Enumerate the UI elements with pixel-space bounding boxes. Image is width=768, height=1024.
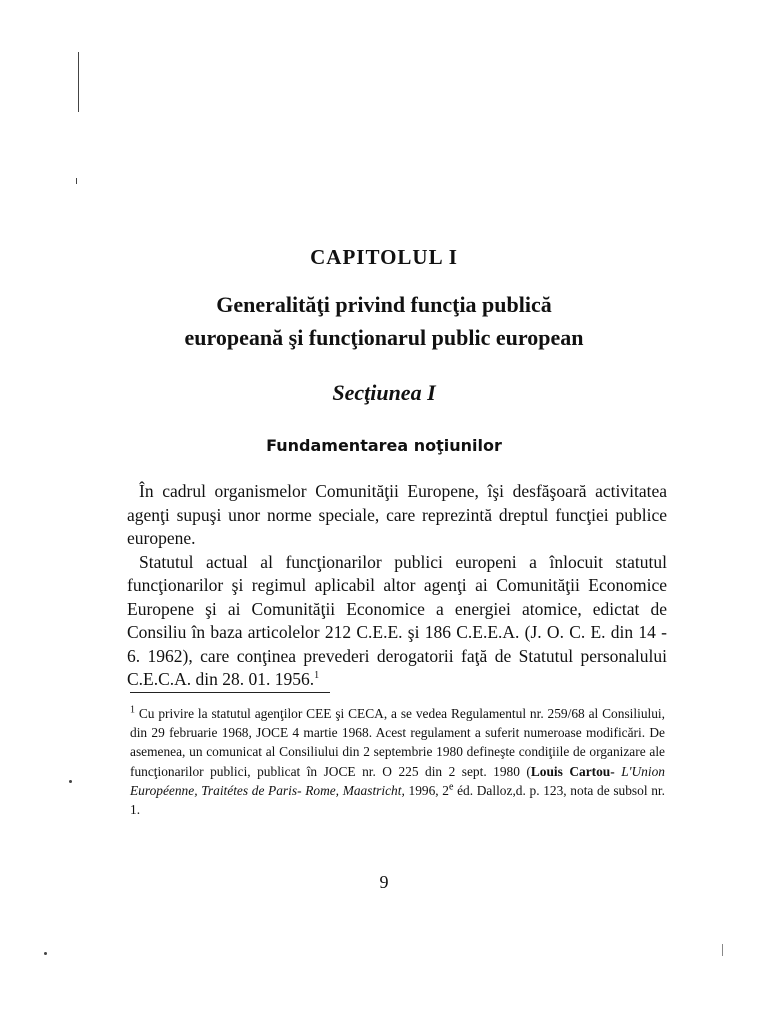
paragraph-1-text: În cadrul organismelor Comunităţii Europene, îşi desfăşoară activitatea agenţi supuşi unor norme speciale, care reprezintă dreptul funcţiei publice europene.	[127, 481, 667, 548]
section-heading: Secţiunea I	[332, 380, 436, 405]
scan-artifact-dot	[722, 944, 723, 956]
footnote-text-2: 1996, 2	[404, 782, 449, 798]
chapter-title-line-1: Generalităţi privind funcţia publică	[216, 292, 552, 317]
body-text	[127, 480, 667, 692]
paragraph-1	[127, 480, 667, 551]
footnote-reference: 1	[314, 670, 320, 682]
footnote	[130, 704, 665, 819]
subsection-heading: Fundamentarea noţiunilor	[266, 436, 502, 455]
chapter-title-line-2: europeană şi funcţionarul public european	[184, 325, 584, 350]
footnote-edition-sup: e	[448, 781, 454, 793]
page-number: 9	[379, 872, 389, 892]
footnote-author: Louis Cartou-	[530, 763, 615, 779]
scan-artifact-dot	[44, 952, 47, 955]
chapter-title	[0, 288, 768, 354]
scan-artifact-dot	[69, 780, 72, 783]
footnote-book-title: L'Union Européenne, Traitétes de Paris- Rome, Maastricht,	[130, 763, 665, 798]
scan-artifact-line	[78, 52, 79, 112]
chapter-heading: CAPITOLUL I	[310, 245, 458, 269]
footnote-divider	[130, 692, 330, 693]
footnote-text-3: éd. Dalloz,d. p. 123, nota de subsol nr. 1.	[130, 782, 665, 818]
footnote-marker: 1	[130, 704, 135, 716]
footnote-text-1: Cu privire la statutul agenţilor CEE şi CECA, a se vedea Regulamentul nr. 259/68 al Consiliului, din 29 februarie 1968, JOCE 4 martie 1968. Acest regulament a suferit numeroase modificări. De asemenea, un comunicat al Consiliului din 2 septembrie 1980 defineşte condiţiile de organizare ale funcţionarilor publici, publicat în JOCE nr. O 225 din 2 sept. 1980 (	[130, 706, 666, 779]
paragraph-2-text: Statutul actual al funcţionarilor publici europeni a înlocuit statutul funcţionarilor şi regimul aplicabil altor agenţi ai Comunităţii Economice Europene şi ai Comunităţii Economice a energiei atomice, edictat de Consiliu în baza articolelor 212 C.E.E. şi 186 C.E.E.A. (J. O. C. E. din 14 - 6. 1962), care conţinea prevederi derogatorii faţă de Statutul personalului C.E.C.A. din 28. 01. 1956.	[127, 551, 667, 689]
paragraph-2	[127, 551, 667, 692]
scan-artifact-dot	[76, 178, 77, 184]
